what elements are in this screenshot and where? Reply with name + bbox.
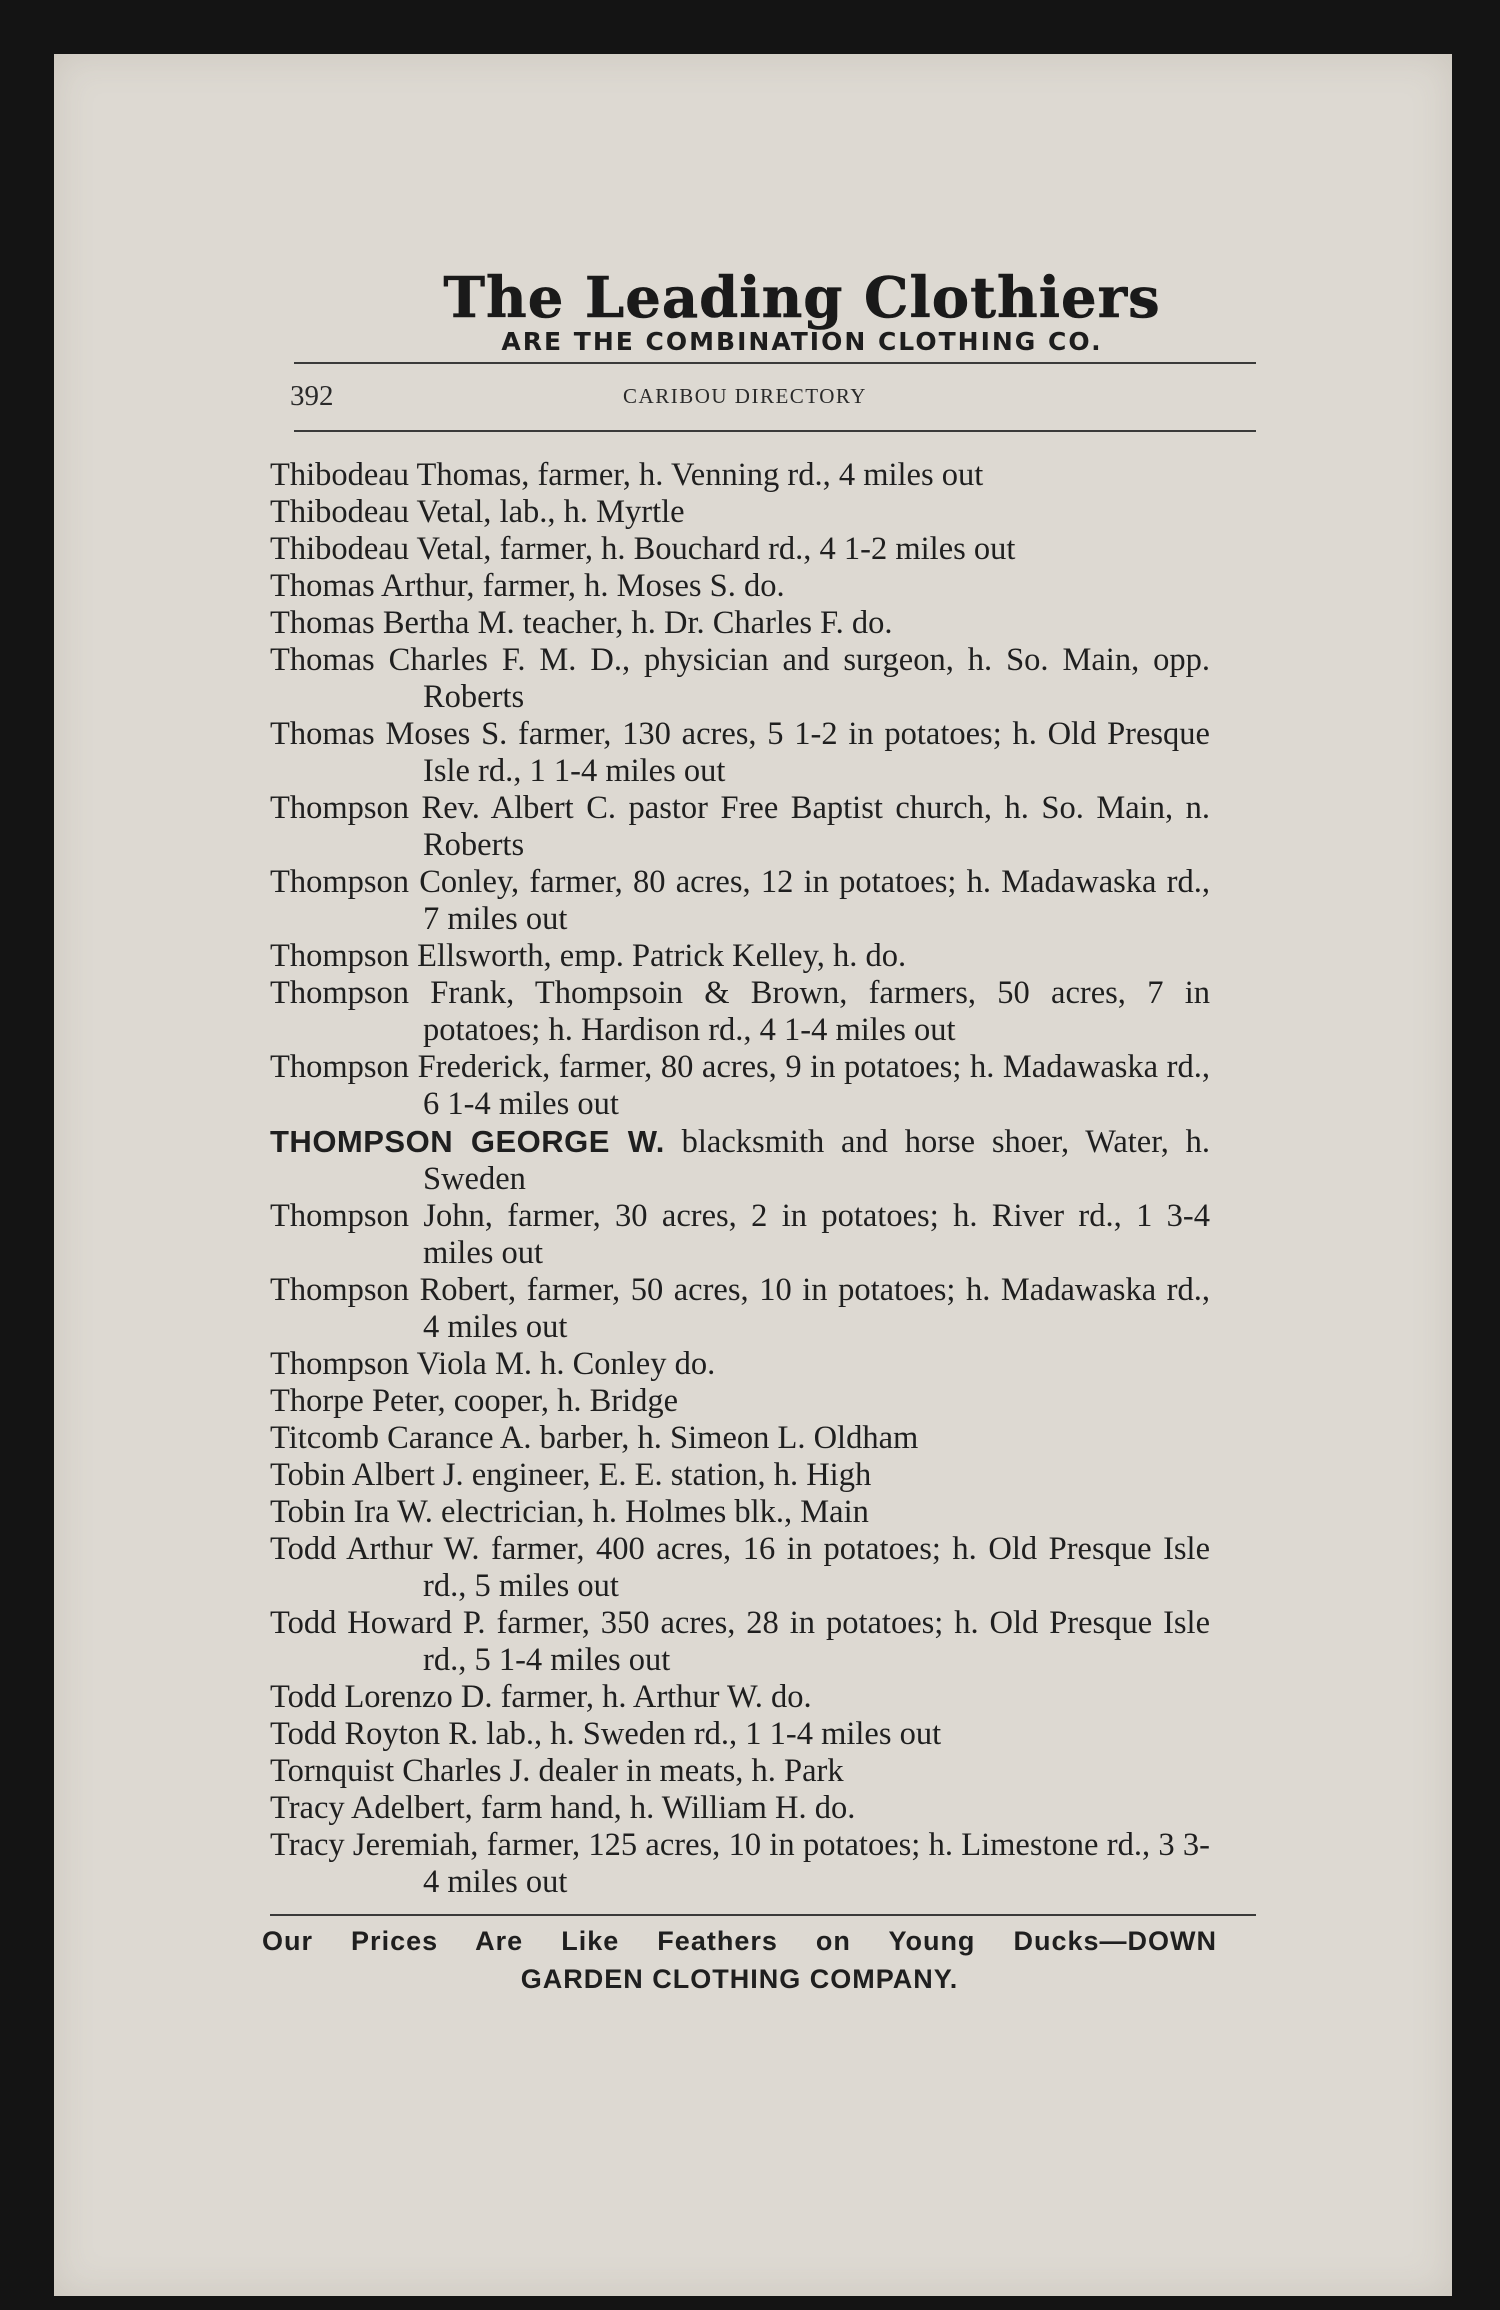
entry-details: farmer, 350 acres, 28 in potatoes; h. Old Presque Isle rd., 5 1-4 miles out [423,1605,1210,1678]
entry-details: farmer, h. Moses S. do. [474,568,785,604]
entry-details: cooper, h. Bridge [445,1383,679,1419]
entry-name: Thompson Viola M. [270,1346,532,1382]
entry-details: farmer, h. Bouchard rd., 4 1-2 miles out [491,531,1016,567]
entry-name-featured: THOMPSON GEORGE W. [270,1124,665,1159]
directory-entry [270,1383,1210,1420]
directory-title: CARIBOU DIRECTORY [623,384,867,408]
footer-rule [270,1914,1256,1916]
directory-entry [270,568,1210,605]
entry-details: electrician, h. Holmes blk., Main [432,1494,869,1530]
entry-name: Thompson Ellsworth, [270,938,552,974]
entry-details: farmer, h. Arthur W. do. [492,1679,812,1715]
entry-details: farmer, 80 acres, 9 in potatoes; h. Madawaska rd., 6 1-4 miles out [423,1049,1210,1122]
directory-entry-featured [270,1123,1210,1198]
entry-details: farmer, 50 acres, 10 in potatoes; h. Madawaska rd., 4 miles out [423,1272,1211,1345]
footer-advertisement [262,1922,1217,1998]
entry-details: farm hand, h. William H. do. [472,1790,856,1826]
entry-details: lab., h. Myrtle [491,494,685,530]
directory-entry [270,457,1210,494]
entry-details: farmer, 400 acres, 16 in potatoes; h. Old Presque Isle rd., 5 miles out [423,1531,1210,1604]
header-ad-subtitle: ARE THE COMBINATION CLOTHING CO. [501,327,1103,356]
entry-name: Tracy Jeremiah, [270,1827,479,1863]
entry-name: Thibodeau Vetal, [270,494,492,530]
directory-entry [270,1605,1210,1679]
directory-entry [270,1198,1210,1272]
directory-entry [270,1420,1210,1457]
directory-entry [270,642,1210,716]
entry-name: Thompson Conley, [270,864,520,900]
entry-details: farmer, 125 acres, 10 in potatoes; h. Limestone rd., 3 3-4 miles out [423,1827,1210,1900]
entry-name: Thomas Charles F. M. D., [270,642,631,678]
entry-details: physician and surgeon, h. So. Main, opp. Roberts [423,642,1211,715]
entry-details: engineer, E. E. station, h. High [463,1457,872,1493]
directory-entry [270,1753,1210,1790]
entry-details: teacher, h. Dr. Charles F. do. [514,605,893,641]
directory-entry [270,1049,1210,1123]
directory-entries [270,457,1210,1901]
header-advertisement [342,265,1262,357]
entry-details: farmer, 130 acres, 5 1-2 in potatoes; h. Old Presque Isle rd., 1 1-4 miles out [423,716,1210,789]
directory-entry [270,716,1210,790]
directory-entry [270,1494,1210,1531]
entry-details: dealer in meats, h. Park [530,1753,844,1789]
header-rule-top [294,362,1256,364]
entry-details: pastor Free Baptist church, h. So. Main, n. Roberts [423,790,1210,863]
directory-entry [270,1679,1210,1716]
directory-entry [270,1531,1210,1605]
entry-name: Thorpe Peter, [270,1383,446,1419]
entry-name: Tracy Adelbert, [270,1790,473,1826]
directory-entry [270,864,1210,938]
entry-details: blacksmith and horse shoer, Water, h. Sweden [423,1124,1210,1197]
directory-entry [270,790,1210,864]
entry-name: Thompson Frank, [270,975,515,1011]
entry-name: Tobin Albert J. [270,1457,464,1493]
entry-name: Thompson Rev. Albert C. [270,790,617,826]
entry-name: Thomas Moses S. [270,716,508,752]
entry-name: Thibodeau Thomas, [270,457,530,493]
entry-name: Thomas Arthur, [270,568,475,604]
directory-entry [270,938,1210,975]
directory-entry [270,1716,1210,1753]
entry-name: Titcomb Carance A. [270,1420,532,1456]
header-rule-bottom [294,430,1256,432]
entry-details: farmer, 80 acres, 12 in potatoes; h. Madawaska rd., 7 miles out [423,864,1210,937]
directory-entry [270,975,1210,1049]
entry-name: Thompson Robert, [270,1272,517,1308]
entry-name: Tornquist Charles J. [270,1753,531,1789]
directory-page [54,54,1452,2296]
entry-name: Thomas Bertha M. [270,605,515,641]
directory-entry [270,605,1210,642]
entry-name: Tobin Ira W. [270,1494,433,1530]
entry-details: lab., h. Sweden rd., 1 1-4 miles out [478,1716,942,1752]
entry-name: Thibodeau Vetal, [270,531,492,567]
directory-entry [270,1457,1210,1494]
entry-name: Todd Arthur W. [270,1531,480,1567]
entry-name: Todd Royton R. [270,1716,479,1752]
running-head [290,380,1200,416]
entry-details: Thompsoin & Brown, farmers, 50 acres, 7 in potatoes; h. Hardison rd., 4 1-4 miles out [423,975,1210,1048]
entry-details: farmer, h. Venning rd., 4 miles out [529,457,984,493]
entry-details: emp. Patrick Kelley, h. do. [551,938,907,974]
entry-details: barber, h. Simeon L. Oldham [531,1420,919,1456]
page-number: 392 [290,380,334,412]
footer-ad-line1: Our Prices Are Like Feathers on Young Ducks—DOWN [262,1926,1217,1956]
footer-ad-line2: GARDEN CLOTHING COMPANY. [520,1964,959,1994]
directory-entry [270,1272,1210,1346]
header-ad-title: The Leading Clothiers [443,265,1161,331]
directory-entry [270,1346,1210,1383]
entry-name: Thompson Frederick, [270,1049,551,1085]
directory-entry [270,531,1210,568]
entry-details: h. Conley do. [531,1346,716,1382]
entry-name: Todd Howard P. [270,1605,486,1641]
entry-details: farmer, 30 acres, 2 in potatoes; h. River rd., 1 3-4 miles out [423,1198,1210,1271]
directory-entry [270,1827,1210,1901]
entry-name: Thompson John, [270,1198,493,1234]
directory-entry [270,494,1210,531]
directory-entry [270,1790,1210,1827]
entry-name: Todd Lorenzo D. [270,1679,493,1715]
